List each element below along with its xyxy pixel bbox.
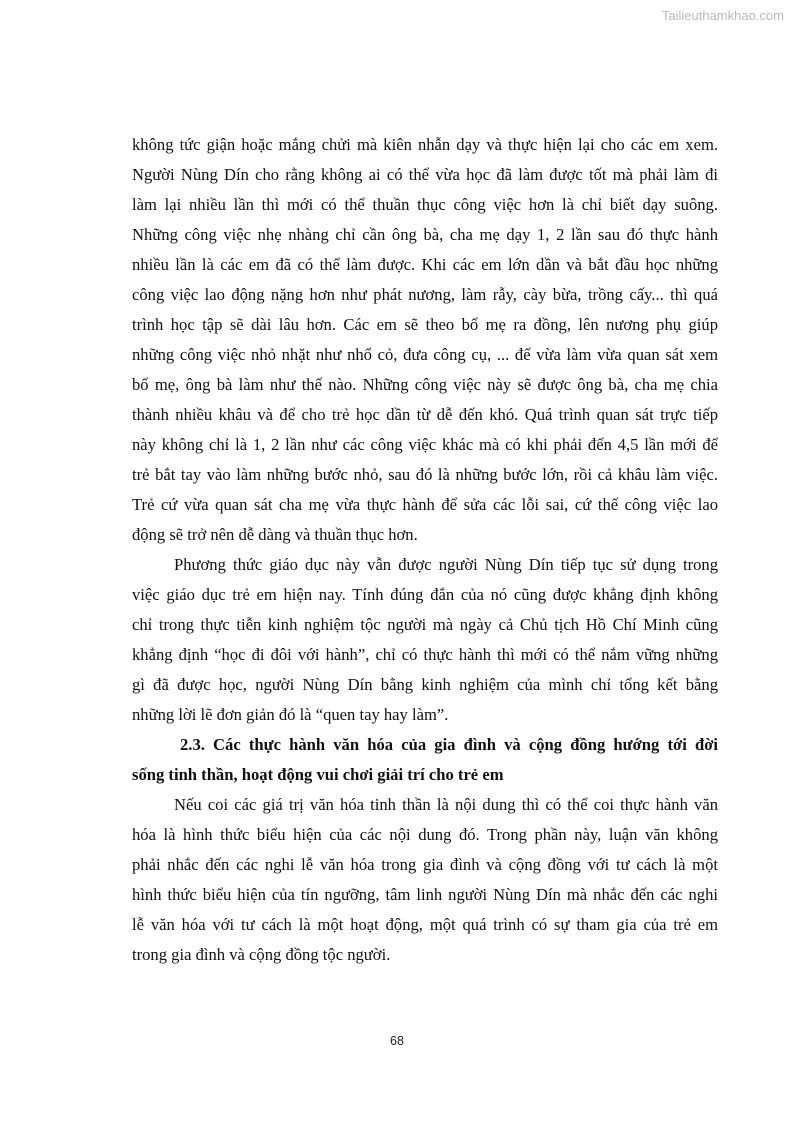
text-line: chỉ trong thực tiễn kinh nghiệm tộc người mà ngày cả Chủ tịch Hồ Chí Minh cũng [132,615,718,634]
heading-line: sống tinh thần, hoạt động vui chơi giải trí cho trẻ em [132,765,504,784]
text-line: trong gia đình và cộng đồng tộc người. [132,945,391,964]
text-line: công việc lao động nặng hơn như phát nương, làm rẫy, cày bừa, trồng cấy... thì quá [132,285,718,304]
text-line: hình thức biểu hiện của tín ngưỡng, tâm linh người Nùng Dín mà nhắc đến các nghi [132,885,718,904]
text-line: Người Nùng Dín cho rằng không ai có thể vừa học đã làm được tốt mà phải làm đi [132,165,718,184]
text-line: gì đã được học, người Nùng Dín bằng kinh nghiệm của mình chỉ tổng kết bằng [132,675,718,694]
text-line: bố mẹ, ông bà làm như thế nào. Những công việc này sẽ được ông bà, cha mẹ chia [132,375,718,394]
text-line: Trẻ cứ vừa quan sát cha mẹ vừa thực hành để sửa các lỗi sai, cứ thế công việc lao [132,495,718,514]
watermark: Tailieuthamkhao.com [661,8,784,23]
text-line: trình học tập sẽ dài lâu hơn. Các em sẽ theo bố mẹ ra đồng, lên nương phụ giúp [132,315,718,334]
text-line: phải nhắc đến các nghi lễ văn hóa trong gia đình và cộng đồng với tư cách là một [132,855,718,874]
text-line: Những công việc nhẹ nhàng chỉ cần ông bà, cha mẹ dạy 1, 2 lần sau đó thực hành [132,225,718,244]
paragraph [132,130,718,550]
paragraph [132,790,718,970]
text-line: không tức giận hoặc mắng chửi mà kiên nhẫn dạy và thực hiện lại cho các em xem. [132,135,718,154]
text-line: việc giáo dục trẻ em hiện nay. Tính đúng đắn của nó cũng được khẳng định không [132,585,718,604]
section-heading [132,730,718,790]
text-line: lễ văn hóa với tư cách là một hoạt động, một quá trình có sự tham gia của trẻ em [132,915,718,934]
text-line: động sẽ trở nên dễ dàng và thuần thục hơn. [132,525,418,544]
text-line: khẳng định “học đi đôi với hành”, chỉ có thực hành thì mới có thể nắm vững những [132,645,718,664]
text-line: hóa là hình thức biểu hiện của các nội dung đó. Trong phần này, luận văn không [132,825,718,844]
page-number: 68 [390,1034,404,1048]
text-line: Nếu coi các giá trị văn hóa tinh thần là nội dung thì có thể coi thực hành văn [174,795,718,814]
text-line: này không chỉ là 1, 2 lần như các công việc khác mà có khi phải đến 4,5 lần mới để [132,435,718,454]
text-line: trẻ bắt tay vào làm những bước nhỏ, sau đó là những bước lớn, rồi cả khâu làm việc. [132,465,718,484]
text-line: những lời lẽ đơn giản đó là “quen tay hay làm”. [132,705,449,724]
text-line: những công việc nhỏ nhặt như nhổ cỏ, đưa công cụ, ... để vừa làm vừa quan sát xem [132,345,718,364]
text-line: thành nhiều khâu và để cho trẻ học dần từ dễ đến khó. Quá trình quan sát trực tiếp [132,405,718,424]
document-body [132,130,718,970]
heading-line: 2.3. Các thực hành văn hóa của gia đình và cộng đồng hướng tới đời [180,735,718,754]
text-line: nhiều lần là các em đã có thể làm được. Khi các em lớn dần và bắt đầu học những [132,255,718,274]
text-line: làm lại nhiều lần thì mới có thể thuần thục công việc hơn là chỉ biết dạy suông. [132,195,718,214]
text-line: Phương thức giáo dục này vẫn được người Nùng Dín tiếp tục sử dụng trong [174,555,718,574]
paragraph [132,550,718,730]
